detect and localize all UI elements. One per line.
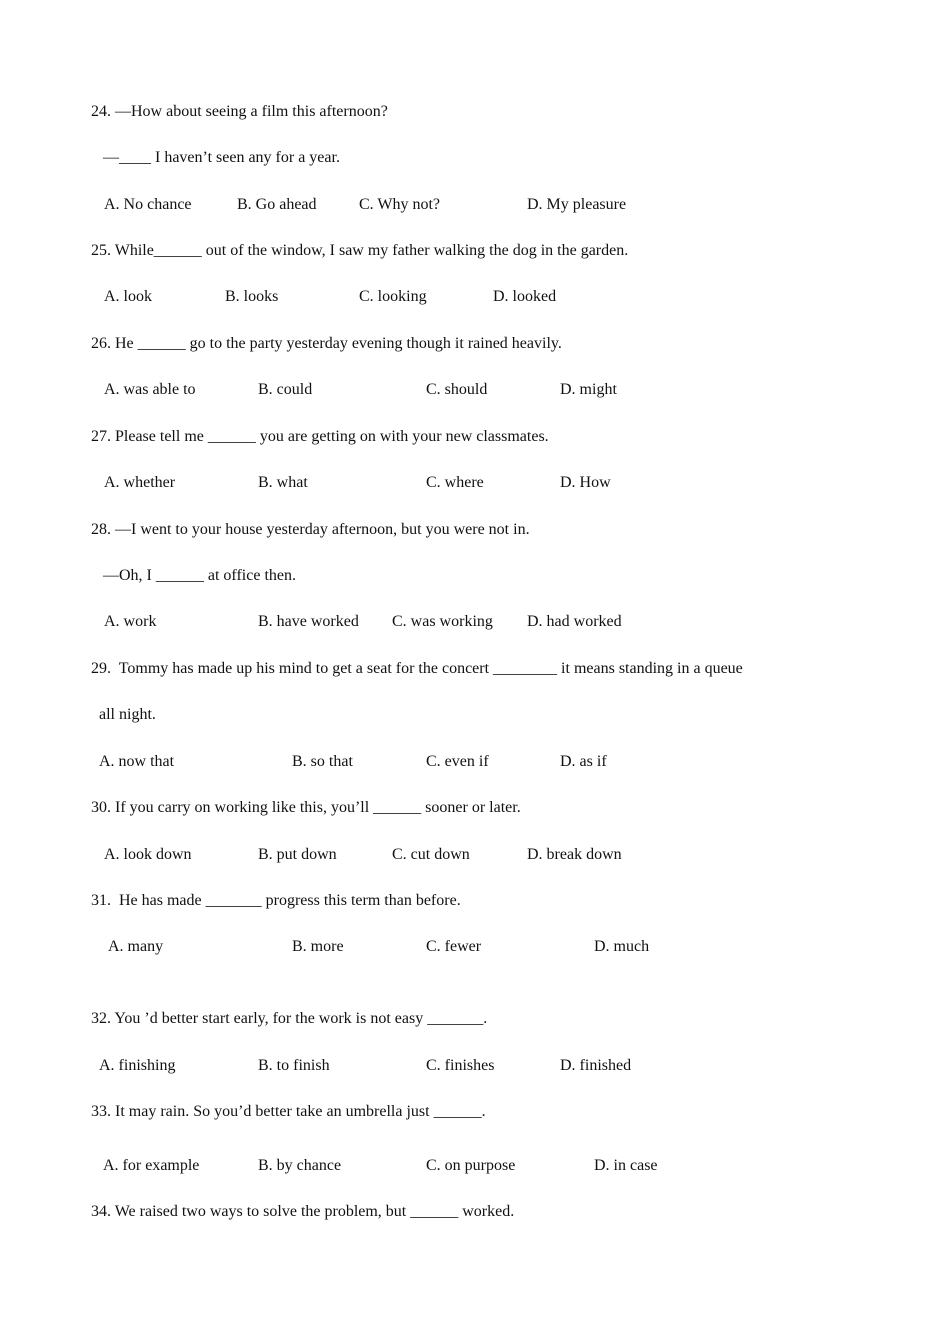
question-25-option-a: A. look [104,288,152,305]
question-30-option-a: A. look down [104,846,192,863]
question-27-option-a: A. whether [104,474,176,491]
question-31-option-d: D. much [594,938,650,955]
question-32-option-b: B. to finish [258,1057,330,1074]
question-28-option-a: A. work [104,613,157,630]
question-30-option-d: D. break down [527,846,622,863]
question-25-option-b: B. looks [225,288,279,305]
question-26-stem: 26. He ______ go to the party yesterday evening though it rained heavily. [91,335,562,352]
question-26-option-b: B. could [258,381,313,398]
question-33-option-c: C. on purpose [426,1157,516,1174]
question-31-stem: 31. He has made _______ progress this term than before. [91,892,461,909]
question-29-option-d: D. as if [560,753,607,770]
question-26-option-a: A. was able to [104,381,196,398]
question-28-option-c: C. was working [392,613,493,630]
question-26-option-d: D. might [560,381,617,398]
question-29-option-a: A. now that [99,753,175,770]
question-33-stem: 33. It may rain. So you’d better take an umbrella just ______. [91,1103,486,1120]
question-29-stem-continued: all night. [99,706,156,723]
question-25-option-d: D. looked [493,288,557,305]
question-27-option-c: C. where [426,474,484,491]
question-27-option-d: D. How [560,474,611,491]
question-24-reply: —____ I haven’t seen any for a year. [103,149,340,166]
question-29-option-b: B. so that [292,753,353,770]
question-28-option-d: D. had worked [527,613,622,630]
question-30-stem: 30. If you carry on working like this, you’ll ______ sooner or later. [91,799,521,816]
question-24-option-b: B. Go ahead [237,196,317,213]
question-28-reply: —Oh, I ______ at office then. [103,567,296,584]
question-24-stem: 24. —How about seeing a film this afternoon? [91,103,388,120]
question-24-option-a: A. No chance [104,196,192,213]
question-33-option-b: B. by chance [258,1157,342,1174]
question-31-option-c: C. fewer [426,938,482,955]
question-32-option-c: C. finishes [426,1057,495,1074]
question-24-option-c: C. Why not? [359,196,441,213]
question-31-option-a: A. many [108,938,164,955]
question-33-option-d: D. in case [594,1157,658,1174]
question-26-option-c: C. should [426,381,488,398]
question-27-stem: 27. Please tell me ______ you are getting on with your new classmates. [91,428,549,445]
question-30-option-b: B. put down [258,846,337,863]
question-32-stem: 32. You ’d better start early, for the work is not easy _______. [91,1010,488,1027]
question-27-option-b: B. what [258,474,308,491]
question-34-stem: 34. We raised two ways to solve the problem, but ______ worked. [91,1203,515,1220]
question-31-option-b: B. more [292,938,344,955]
question-24-option-d: D. My pleasure [527,196,627,213]
question-32-option-a: A. finishing [99,1057,176,1074]
question-30-option-c: C. cut down [392,846,470,863]
question-25-stem: 25. While______ out of the window, I saw my father walking the dog in the garden. [91,242,629,259]
question-28-option-b: B. have worked [258,613,359,630]
question-29-stem: 29. Tommy has made up his mind to get a seat for the concert ________ it means standing in a queue [91,660,743,677]
question-28-stem: 28. —I went to your house yesterday afternoon, but you were not in. [91,521,530,538]
question-25-option-c: C. looking [359,288,427,305]
question-33-option-a: A. for example [103,1157,200,1174]
question-32-option-d: D. finished [560,1057,632,1074]
question-29-option-c: C. even if [426,753,489,770]
